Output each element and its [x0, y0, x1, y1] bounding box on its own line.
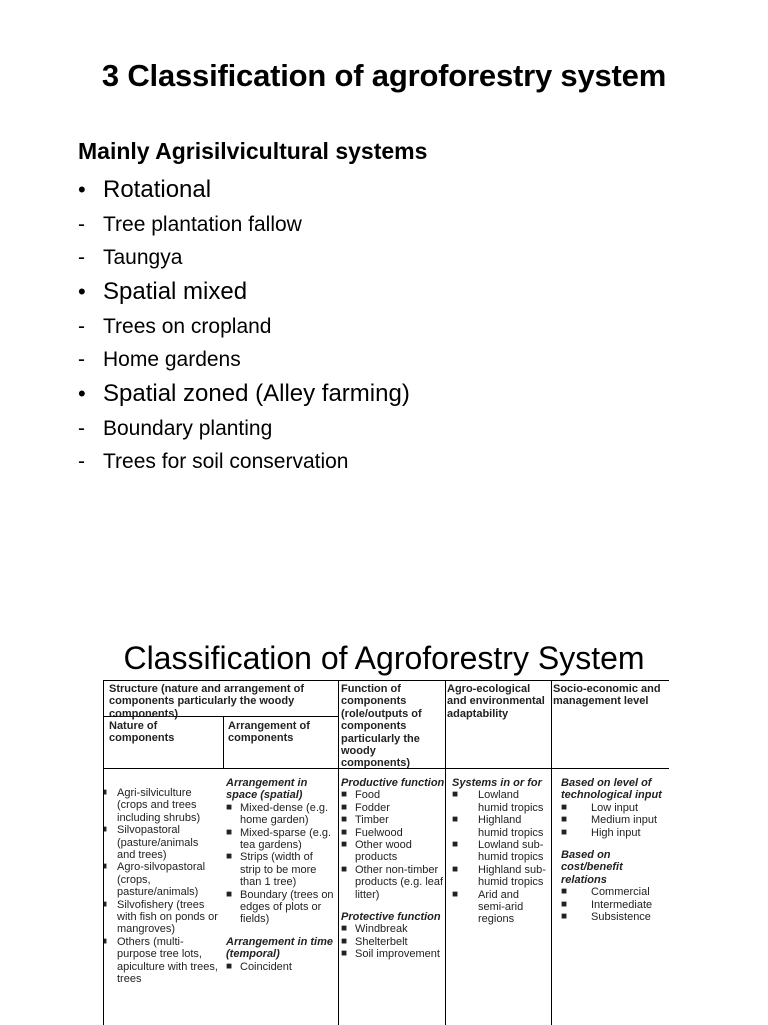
list-item: ■ Highland sub-humid tropics [452, 864, 548, 889]
temporal-heading: Arrangement in time (temporal) [226, 935, 333, 961]
header-agro-ecological: Agro-ecological and environmental adaptability [447, 683, 545, 720]
sub-item-label: Boundary planting [103, 416, 273, 440]
column-divider [445, 681, 446, 1025]
sub-item-label: Trees on cropland [103, 314, 272, 338]
square-bullet-icon [226, 851, 240, 888]
sub-item-label: Home gardens [103, 347, 241, 371]
square-bullet-icon [561, 886, 591, 898]
list-item: ■ Coincident [226, 961, 336, 973]
slide-2-title: Classification of Agroforestry System [123, 640, 645, 676]
list-item: ■ Intermediate [561, 899, 669, 911]
spatial-heading: Arrangement in space (spatial) [226, 777, 308, 802]
list-item: ■ Mixed-sparse (e.g. tea gardens) [226, 827, 336, 852]
column-divider [338, 681, 339, 1025]
sub-item-label: Trees for soil conservation [103, 449, 349, 473]
bullet-icon: • [78, 381, 86, 406]
bullet-item [78, 172, 698, 208]
list-item: ■ Other wood products [341, 839, 445, 864]
square-bullet-icon [341, 827, 355, 839]
slide-1-subtitle: Mainly Agrisilvicultural systems [78, 138, 428, 164]
square-bullet-icon [452, 864, 478, 889]
column-divider [223, 716, 224, 768]
nature-column [106, 787, 219, 986]
list-item: ■ Other non-timber products (e.g. leaf litter) [341, 864, 445, 901]
square-bullet-icon [226, 961, 240, 973]
dash-icon: - [78, 245, 85, 269]
header-nature: Nature of components [109, 720, 175, 745]
dash-icon: - [78, 449, 85, 473]
list-item: ■ Strips (width of strip to be more than 1 tree) [226, 851, 336, 888]
list-item: ■ Mixed-dense (e.g. home garden) [226, 802, 336, 827]
square-bullet-icon [452, 889, 478, 926]
list-item: ■ Agri-silviculture (crops and trees including shrubs) [106, 787, 219, 824]
square-bullet-icon [561, 911, 591, 923]
dash-icon: - [78, 212, 85, 236]
list-item: ■ Highland humid tropics [452, 814, 548, 839]
square-bullet-icon [341, 802, 355, 814]
square-bullet-icon [226, 802, 240, 827]
list-item: ■ Boundary (trees on edges of plots or fields) [226, 889, 336, 926]
square-bullet-icon [103, 899, 117, 936]
list-item: ■ Subsistence [561, 911, 669, 923]
list-item: ■ Medium input [561, 814, 669, 826]
square-bullet-icon [561, 899, 591, 911]
list-item: ■ High input [561, 827, 669, 839]
square-bullet-icon [561, 814, 591, 826]
dash-item [78, 412, 698, 445]
dash-icon: - [78, 416, 85, 440]
column-divider [551, 681, 552, 1025]
square-bullet-icon [341, 948, 355, 960]
list-item: ■ Fuelwood [341, 827, 445, 839]
list-item: ■ Silvopastoral (pasture/animals and trees) [106, 824, 219, 861]
list-item: ■ Silvofishery (trees with fish on ponds or mangroves) [106, 899, 219, 936]
function-column [341, 777, 445, 961]
dash-item [78, 208, 698, 241]
list-item: ■ Soil improvement [341, 948, 445, 960]
section-label: Spatial mixed [103, 278, 248, 305]
list-item: ■ Commercial [561, 886, 669, 898]
protective-heading: Protective function [341, 911, 441, 924]
section-label: Rotational [103, 176, 212, 203]
bullet-item [78, 376, 698, 412]
dash-item [78, 241, 698, 274]
dash-item [78, 343, 698, 376]
header-function: Function of components (role/outputs of components particularly the woody components) [341, 683, 422, 770]
list-item: ■ Windbreak [341, 923, 445, 935]
header-arrangement: Arrangement of components [228, 720, 310, 745]
list-item: ■ Agro-silvopastoral (crops, pasture/animals) [106, 861, 219, 898]
list-item: ■ Low input [561, 802, 669, 814]
list-item: ■ Food [341, 789, 445, 801]
square-bullet-icon [103, 787, 117, 824]
dash-item [78, 445, 698, 478]
square-bullet-icon [452, 814, 478, 839]
dash-item [78, 310, 698, 343]
square-bullet-icon [226, 889, 240, 926]
square-bullet-icon [341, 936, 355, 948]
square-bullet-icon [452, 839, 478, 864]
bullet-icon: • [78, 177, 86, 202]
square-bullet-icon [341, 789, 355, 801]
square-bullet-icon [103, 936, 117, 986]
square-bullet-icon [561, 827, 591, 839]
slide-1-title: 3 Classification of agroforestry system [101, 58, 667, 93]
list-item: ■ Timber [341, 814, 445, 826]
cost-heading: Based on cost/benefit relations [561, 849, 623, 886]
square-bullet-icon [103, 861, 117, 898]
square-bullet-icon [561, 802, 591, 814]
square-bullet-icon [341, 814, 355, 826]
square-bullet-icon [103, 824, 117, 861]
dash-icon: - [78, 314, 85, 338]
square-bullet-icon [341, 839, 355, 864]
agro-column [452, 777, 548, 926]
list-item: ■ Others (multi-purpose tree lots, apiculture with trees, trees [106, 936, 219, 986]
section-label: Spatial zoned (Alley farming) [103, 380, 410, 407]
outline-list [78, 172, 698, 478]
systems-heading: Systems in or for [452, 777, 542, 789]
list-item: ■ Fodder [341, 802, 445, 814]
list-item: ■ Lowland sub-humid tropics [452, 839, 548, 864]
list-item: ■ Lowland humid tropics [452, 789, 548, 814]
square-bullet-icon [452, 789, 478, 814]
socio-column [561, 777, 669, 923]
square-bullet-icon [341, 864, 355, 901]
classification-table [103, 680, 669, 1025]
header-structure: Structure (nature and arrangement of components particularly the woody components) [109, 683, 304, 720]
sub-item-label: Taungya [103, 245, 183, 269]
slide-2 [0, 560, 768, 1024]
bullet-item [78, 274, 698, 310]
header-socio-economic: Socio-economic and management level [553, 683, 661, 708]
list-item: ■ Arid and semi-arid regions [452, 889, 548, 926]
list-item: ■ Shelterbelt [341, 936, 445, 948]
square-bullet-icon [341, 923, 355, 935]
bullet-icon: • [78, 279, 86, 304]
sub-item-label: Tree plantation fallow [103, 212, 302, 236]
dash-icon: - [78, 347, 85, 371]
arrangement-column [226, 777, 336, 973]
tech-heading: Based on level of technological input [561, 777, 662, 802]
productive-heading: Productive function [341, 777, 445, 789]
square-bullet-icon [226, 827, 240, 852]
